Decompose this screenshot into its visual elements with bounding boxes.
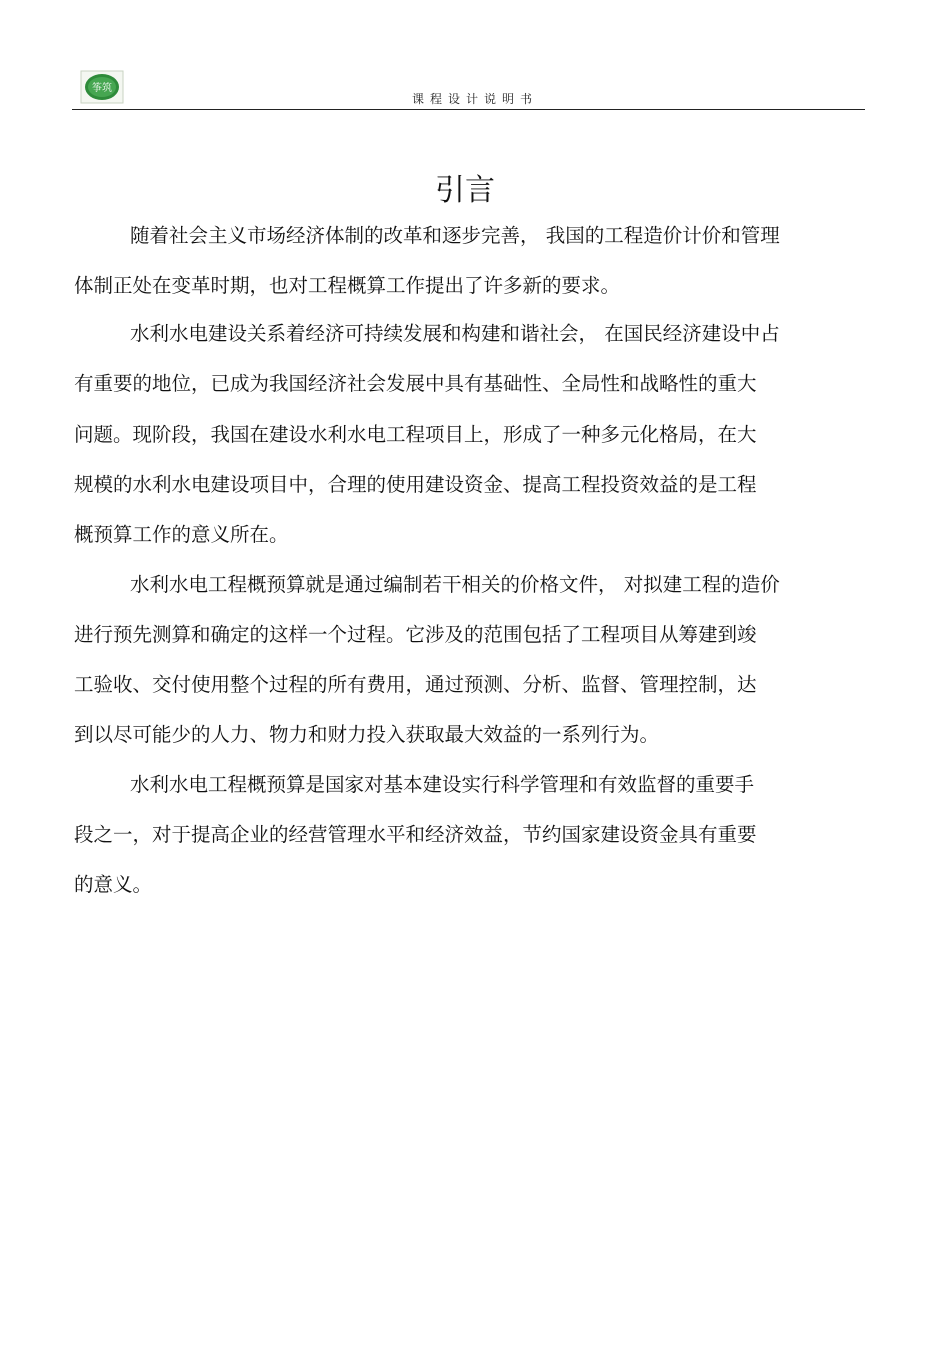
paragraph-line: 体制正处在变革时期，也对工程概算工作提出了许多新的要求。 — [74, 274, 621, 297]
paragraph-line: 水利水电工程概预算就是通过编制若干相关的价格文件， 对拟建工程的造价 — [130, 573, 780, 596]
paragraph-line: 规模的水利水电建设项目中，合理的使用建设资金、提高工程投资效益的是工程 — [74, 473, 757, 496]
logo-text: 筝筑 — [92, 83, 112, 94]
paragraph-line: 随着社会主义市场经济体制的改革和逐步完善， 我国的工程造价计价和管理 — [130, 224, 780, 247]
paragraph-line: 段之一，对于提高企业的经营管理水平和经济效益，节约国家建设资金具有重要 — [74, 823, 757, 846]
paragraph-line: 进行预先测算和确定的这样一个过程。它涉及的范围包括了工程项目从筹建到竣 — [74, 623, 757, 646]
page-title: 引言 — [435, 173, 495, 208]
paragraph-line: 概预算工作的意义所在。 — [74, 523, 289, 546]
paragraph-line: 问题。现阶段，我国在建设水利水电工程项目上，形成了一种多元化格局，在大 — [74, 423, 757, 446]
running-header: 课程设计说明书 — [411, 92, 538, 106]
paragraph-line: 到以尽可能少的人力、物力和财力投入获取最大效益的一系列行为。 — [74, 723, 660, 746]
paragraph-line: 的意义。 — [74, 873, 153, 896]
paragraph-line: 工验收、交付使用整个过程的所有费用，通过预测、分析、监督、管理控制，达 — [74, 673, 757, 696]
paragraph-line: 水利水电工程概预算是国家对基本建设实行科学管理和有效监督的重要手 — [130, 773, 755, 796]
header-divider — [72, 109, 865, 110]
paragraph-line: 水利水电建设关系着经济可持续发展和构建和谐社会， 在国民经济建设中占 — [130, 322, 780, 345]
paragraph-line: 有重要的地位，已成为我国经济社会发展中具有基础性、全局性和战略性的重大 — [74, 372, 757, 395]
